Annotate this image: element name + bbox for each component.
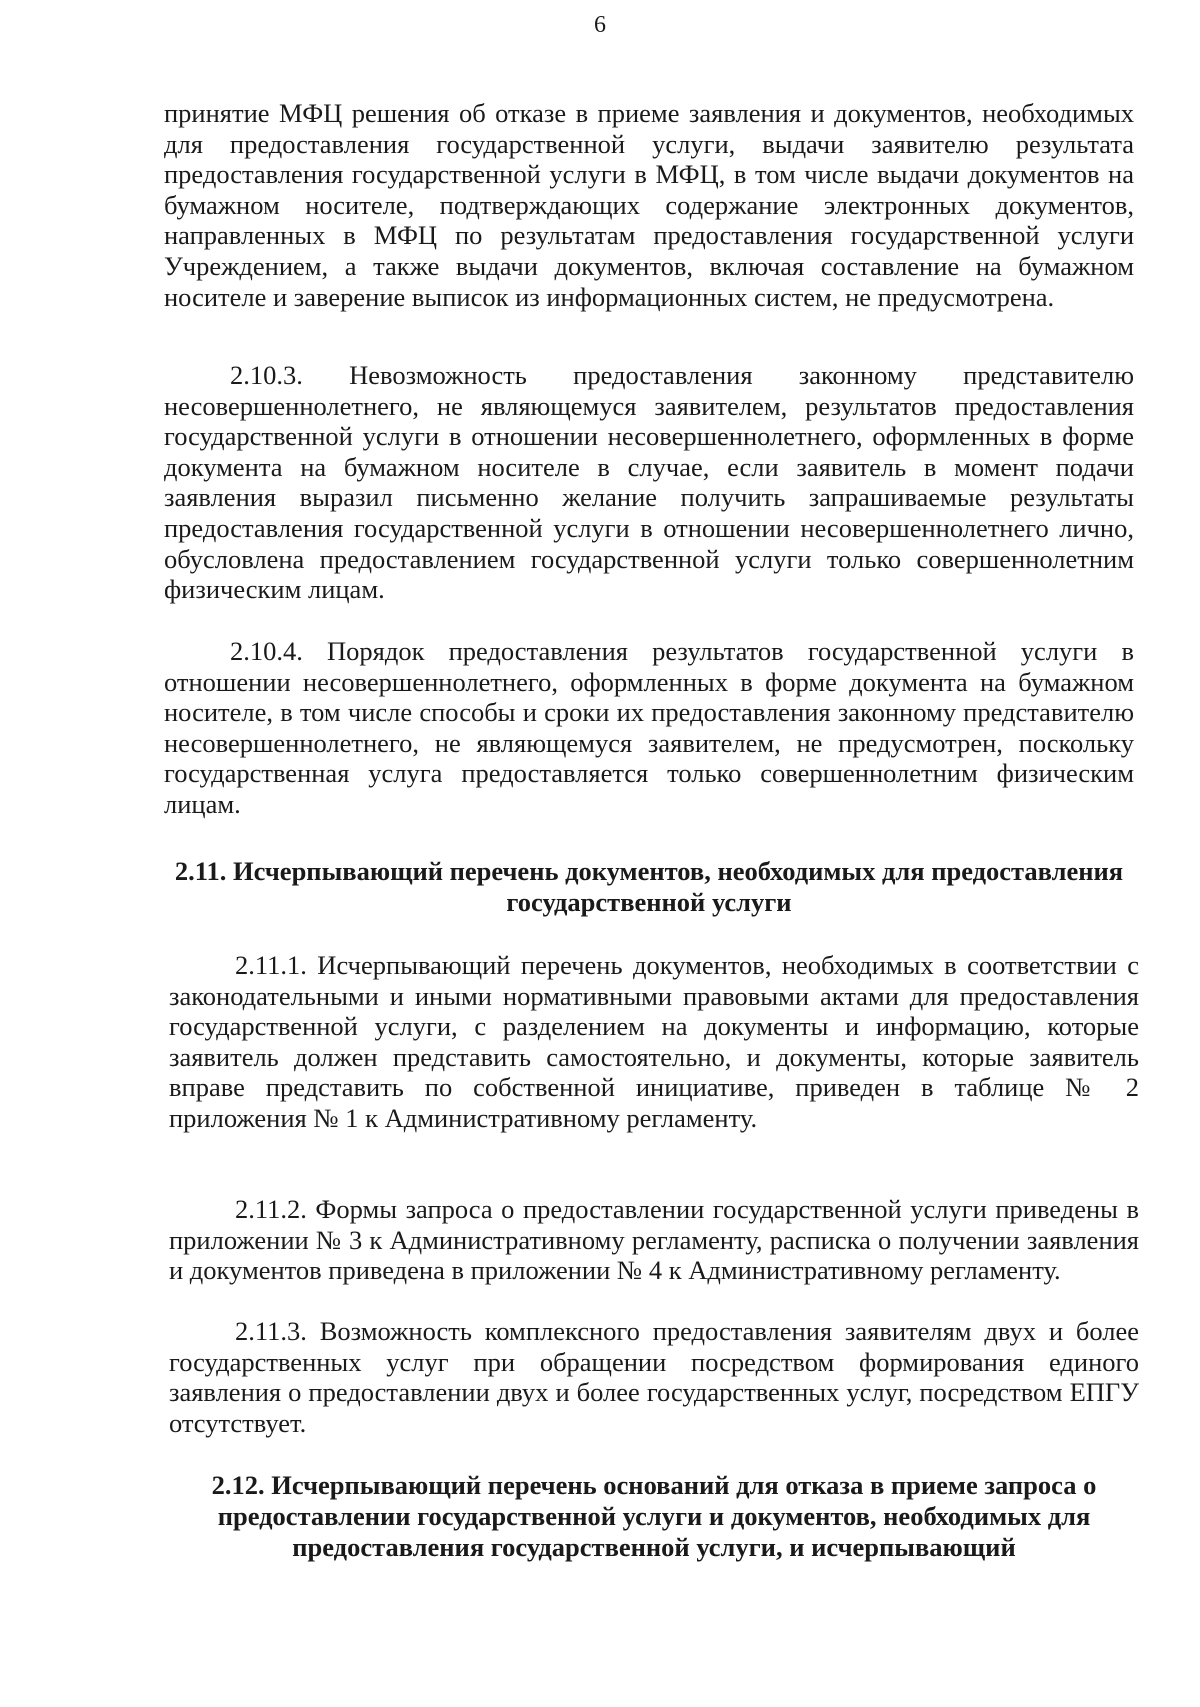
paragraph-continuation: принятие МФЦ решения об отказе в приеме заявления и документов, необходимых для предоставления государственной услуги, выдачи заявителю результата предоставления государственной услуги в МФЦ, в том числе выдачи документов на бумажном носителе, подтверждающих содержание электронных документов, направленных в МФЦ по результатам предоставления государственной услуги Учреждением, а также выдачи документов, включая составление на бумажном носителе и заверение выписок из информационных систем, не предусмотрена.: [164, 98, 1134, 312]
paragraph-2-10-3: 2.10.3. Невозможность предоставления законному представителю несовершеннолетнего, не являющемуся заявителем, результатов предоставления государственной услуги в отношении несовершеннолетнего, оформленных в форме документа на бумажном носителе в случае, если заявитель в момент подачи заявления выразил письменно желание получить запрашиваемые результаты предоставления государственной услуги в отношении несовершеннолетнего лично, обусловлена предоставлением государственной услуги только совершеннолетним физическим лицам.: [164, 360, 1134, 605]
page-number: 6: [594, 12, 606, 38]
paragraph-2-10-4: 2.10.4. Порядок предоставления результатов государственной услуги в отношении несовершеннолетнего, оформленных в форме документа на бумажном носителе, в том числе способы и сроки их предоставления законному представителю несовершеннолетнего, не являющемуся заявителем, не предусмотрен, поскольку государственная услуга предоставляется только совершеннолетним физическим лицам.: [164, 636, 1134, 819]
section-heading-2-11: 2.11. Исчерпывающий перечень документов, необходимых для предоставления государственной услуги: [174, 856, 1124, 917]
paragraph-2-11-2: 2.11.2. Формы запроса о предоставлении государственной услуги приведены в приложении № 3 к Административному регламенту, расписка о получении заявления и документов приведена в приложении № 4 к Административному регламенту.: [169, 1194, 1139, 1286]
section-heading-2-12: 2.12. Исчерпывающий перечень оснований для отказа в приеме запроса о предоставлении государственной услуги и документов, необходимых для предоставления государственной услуги, и исчерпывающий: [211, 1470, 1097, 1562]
paragraph-2-11-3: 2.11.3. Возможность комплексного предоставления заявителям двух и более государственных услуг при обращении посредством формирования единого заявления о предоставлении двух и более государственных услуг, посредством ЕПГУ отсутствует.: [169, 1316, 1139, 1438]
paragraph-2-11-1: 2.11.1. Исчерпывающий перечень документов, необходимых в соответствии с законодательными и иными нормативными правовыми актами для предоставления государственной услуги, с разделением на документы и информацию, которые заявитель должен представить самостоятельно, и документы, которые заявитель вправе представить по собственной инициативе, приведен в таблице № 2 приложения № 1 к Административному регламенту.: [169, 950, 1139, 1133]
